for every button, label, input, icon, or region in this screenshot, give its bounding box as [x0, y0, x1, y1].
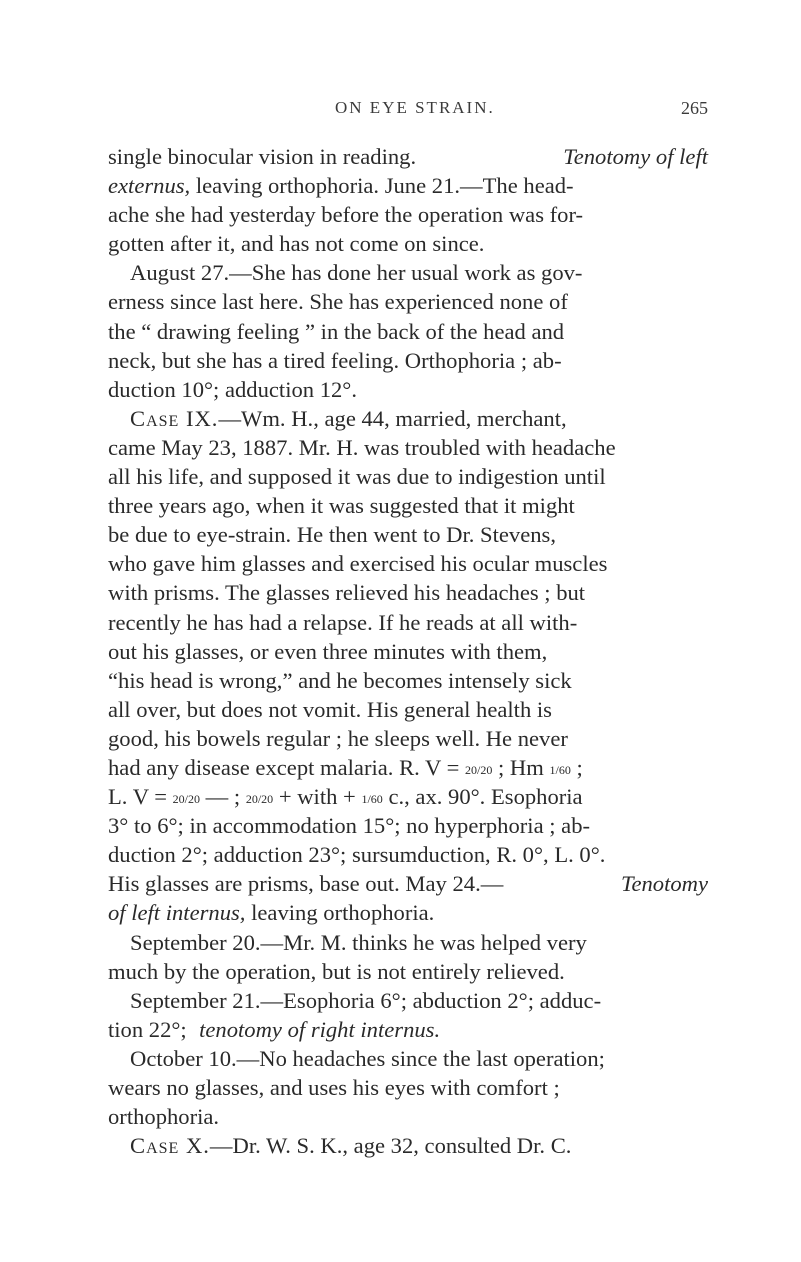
text-run: His glasses are prisms, base out. May 24.—	[108, 871, 504, 897]
body-text	[108, 142, 708, 1160]
text-line	[108, 520, 708, 549]
text-run: the “ drawing feeling ” in the back of the head and	[108, 318, 565, 344]
text-line	[108, 317, 708, 346]
text-run: + with +	[278, 784, 356, 810]
running-head-title: ON EYE STRAIN.	[335, 98, 495, 117]
text-run: —Dr. W. S. K., age 32, consulted Dr. C.	[209, 1133, 572, 1159]
text-run: tion 22°;	[108, 1016, 187, 1042]
text-line	[108, 229, 708, 258]
text-line	[108, 578, 708, 607]
text-run: had any disease except malaria. R. V =	[108, 754, 460, 780]
text-run: c., ax. 90°. Esophoria	[388, 784, 583, 810]
fraction: 1/60	[549, 762, 571, 777]
text-run: “his head is wrong,” and he becomes intensely sick	[108, 667, 572, 693]
italic-run: tenotomy of right internus.	[199, 1016, 441, 1042]
text-run: wears no glasses, and uses his eyes with comfort ;	[108, 1075, 560, 1100]
fraction: 20/20	[172, 791, 200, 806]
case-heading: Case IX.	[130, 405, 219, 431]
text-run: good, his bowels regular ; he sleeps well. He never	[108, 725, 568, 751]
text-run: three years ago, when it was suggested that it might	[108, 493, 575, 519]
text-line	[108, 840, 708, 869]
text-line	[108, 462, 708, 491]
italic-run: externus,	[108, 173, 191, 199]
text-run: came May 23, 1887. Mr. H. was troubled with headache	[108, 434, 616, 460]
text-line	[108, 637, 708, 666]
text-run: leaving orthophoria.	[251, 900, 435, 926]
text-run: erness since last here. She has experienced none of	[108, 289, 568, 315]
text-segment	[108, 171, 574, 200]
text-run: be due to eye-strain. He then went to Dr. Stevens,	[108, 522, 556, 548]
text-run: orthophoria.	[108, 1104, 220, 1130]
text-run: 3° to 6°; in accommodation 15°; no hyperphoria ; ab-	[108, 813, 591, 839]
text-line	[108, 346, 708, 375]
text-line	[108, 666, 708, 695]
text-segment	[108, 898, 441, 927]
text-run: who gave him glasses and exercised his ocular muscles	[108, 551, 608, 577]
text-line	[108, 375, 708, 404]
text-run: out his glasses, or even three minutes with them,	[108, 638, 548, 664]
case-heading: Case X.	[130, 1133, 210, 1159]
text-line	[108, 1015, 708, 1044]
italic-run: Tenotomy of left	[563, 144, 708, 169]
text-run: September 21.—Esophoria 6°; abduction 2°; adduc-	[130, 987, 602, 1013]
text-segment	[108, 753, 583, 782]
text-line	[108, 404, 708, 433]
text-run: duction 2°; adduction 23°; sursumduction, R. 0°, L. 0°.	[108, 842, 606, 868]
text-run: L. V =	[108, 784, 167, 810]
text-line	[108, 957, 708, 986]
text-line	[108, 491, 708, 520]
text-run: — ;	[205, 784, 241, 810]
text-line	[108, 171, 708, 200]
text-segment	[130, 1131, 571, 1160]
running-head	[108, 98, 708, 124]
text-line	[108, 782, 708, 811]
text-segment	[130, 404, 567, 433]
page-number: 265	[681, 98, 708, 118]
text-line	[108, 753, 708, 782]
text-line	[108, 200, 708, 229]
text-run: leaving orthophoria. June 21.—The head-	[195, 173, 574, 199]
text-run: October 10.—No headaches since the last operation;	[130, 1045, 605, 1071]
fraction: 20/20	[465, 762, 493, 777]
text-run: ; Hm	[498, 754, 544, 780]
text-run: ache she had yesterday before the operation was for-	[108, 202, 584, 228]
text-line	[108, 1073, 708, 1102]
text-line	[108, 142, 708, 171]
text-line	[108, 724, 708, 753]
text-line	[108, 898, 708, 927]
text-run: recently he has had a relapse. If he reads at all with-	[108, 609, 578, 635]
text-run: duction 10°; adduction 12°.	[108, 376, 357, 402]
text-run: all over, but does not vomit. His general health is	[108, 696, 552, 722]
text-run: with prisms. The glasses relieved his headaches ; but	[108, 580, 586, 606]
text-line	[108, 811, 708, 840]
fraction: 20/20	[245, 791, 274, 806]
text-line	[108, 287, 708, 316]
text-segment	[108, 1015, 440, 1044]
italic-run: Tenotomy	[620, 871, 708, 897]
text-line	[108, 695, 708, 724]
text-line	[108, 869, 708, 898]
text-run: much by the operation, but is not entirely relieved.	[108, 958, 565, 984]
text-line	[108, 258, 708, 287]
text-run: all his life, and supposed it was due to indigestion until	[108, 464, 606, 490]
text-line	[108, 549, 708, 578]
text-line	[108, 928, 708, 957]
italic-run: of left internus,	[108, 900, 246, 926]
text-line	[108, 1044, 708, 1073]
text-run: neck, but she has a tired feeling. Orthophoria ; ab-	[108, 347, 562, 373]
text-line	[108, 608, 708, 637]
text-line	[108, 986, 708, 1015]
text-run: single binocular vision in reading.	[108, 144, 417, 169]
text-run: August 27.—She has done her usual work as gov-	[130, 260, 583, 286]
text-run: gotten after it, and has not come on since.	[108, 231, 485, 257]
text-line	[108, 1102, 708, 1131]
text-run: ;	[576, 754, 583, 780]
text-run: —Wm. H., age 44, married, merchant,	[218, 405, 567, 431]
text-line	[108, 433, 708, 462]
text-line	[108, 1131, 708, 1160]
fraction: 1/60	[361, 791, 383, 806]
text-run: September 20.—Mr. M. thinks he was helped very	[130, 929, 587, 955]
text-segment	[108, 782, 583, 811]
